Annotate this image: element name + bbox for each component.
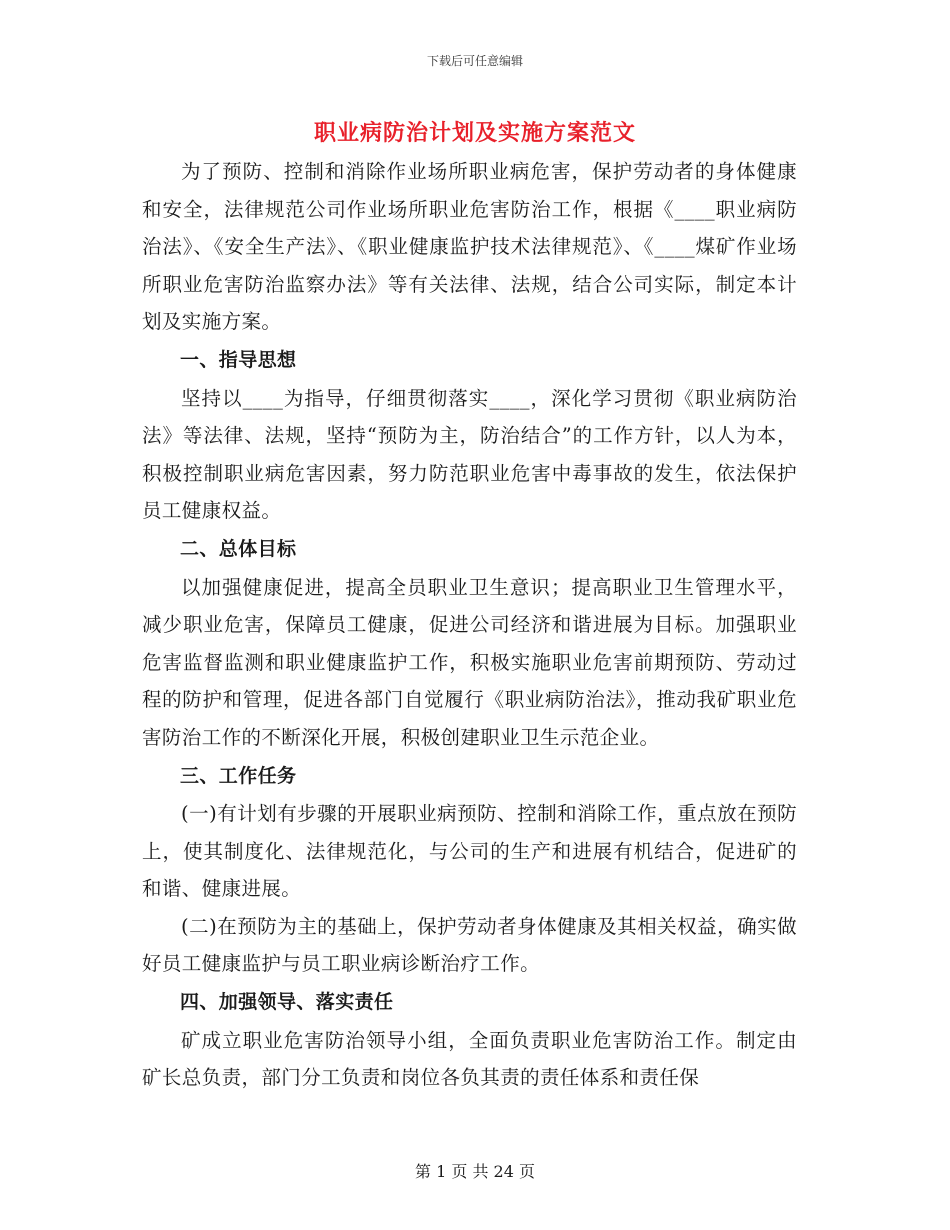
section-paragraph: (二)在预防为主的基础上，保护劳动者身体健康及其相关权益，确实做好员工健康监护与员工职业病诊断治疗工作。 xyxy=(142,914,797,976)
section-heading-leadership-responsibility: 四、加强领导、落实责任 xyxy=(180,991,394,1014)
section-heading-work-tasks: 三、工作任务 xyxy=(180,764,297,787)
section-paragraph: (一)有计划有步骤的开展职业病预防、控制和消除工作，重点放在预防上，使其制度化、法律规范化，与公司的生产和进展有机结合，促进矿的和谐、健康进展。 xyxy=(142,802,797,901)
section-paragraph: 矿成立职业危害防治领导小组，全面负责职业危害防治工作。制定由矿长总负责，部门分工负责和岗位各负其责的责任体系和责任保 xyxy=(142,1028,797,1090)
page-footer-page-number: 第 1 页 共 24 页 xyxy=(415,1162,535,1181)
intro-paragraph: 为了预防、控制和消除作业场所职业病危害，保护劳动者的身体健康和安全，法律规范公司作业场所职业危害防治工作，根据《____职业病防治法》、《安全生产法》、《职业健康监护技术法律规范》、《____煤矿作业场所职业危害防治监察办法》等有关法律、法规，结合公司实际，制定本计划及实施方案。 xyxy=(142,160,797,334)
page-header-note: 下载后可任意编辑 xyxy=(426,54,523,68)
section-paragraph: 坚持以____为指导，仔细贯彻落实____，深化学习贯彻《职业病防治法》等法律、法规，坚持“预防为主，防治结合”的工作方针，以人为本，积极控制职业病危害因素，努力防范职业危害中毒事故的发生，依法保护员工健康权益。 xyxy=(142,386,797,523)
section-paragraph: 以加强健康促进，提高全员职业卫生意识；提高职业卫生管理水平，减少职业危害，保障员工健康，促进公司经济和谐进展为目标。加强职业危害监督监测和职业健康监护工作，积极实施职业危害前期预防、劳动过程的防护和管理，促进各部门自觉履行《职业病防治法》，推动我矿职业危害防治工作的不断深化开展，积极创建职业卫生示范企业。 xyxy=(142,575,797,749)
document-body xyxy=(142,153,797,1097)
document-title: 职业病防治计划及实施方案范文 xyxy=(313,120,636,146)
section-heading-overall-goal: 二、总体目标 xyxy=(180,537,297,560)
section-heading-guiding-ideology: 一、指导思想 xyxy=(180,348,297,371)
